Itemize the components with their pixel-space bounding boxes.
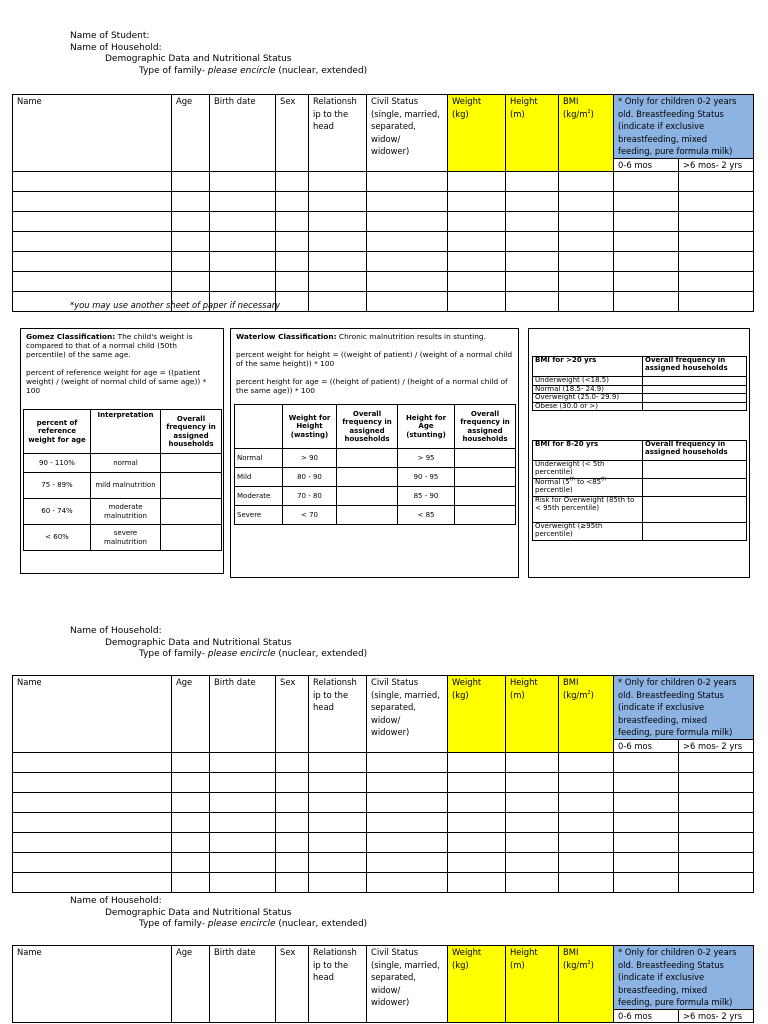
- gomez-row: < 60% severe malnutrition: [24, 525, 222, 551]
- waterlow-classification-box: [230, 328, 519, 578]
- bmi-child-row: Risk for Overweight (85th to < 95th percentile): [533, 497, 747, 523]
- bmi-child-table: [532, 440, 747, 541]
- col-name: Name: [13, 946, 172, 1023]
- col-0-6-mos: 0-6 mos: [614, 739, 679, 753]
- entry-row: [13, 753, 754, 773]
- entry-row: [13, 252, 754, 272]
- col-birth-date: Birth date: [210, 95, 276, 172]
- col-sex: Sex: [276, 676, 309, 753]
- waterlow-formula-1: percent weight for height = ((weight of patient) / (weight of a normal child of the same height)) * 100: [236, 350, 513, 368]
- family-type-label: Type of family- please encircle (nuclear, extended): [139, 65, 368, 76]
- col-birth-date: Birth date: [210, 946, 276, 1023]
- waterlow-table: [234, 404, 516, 525]
- bmi-child-header: BMI for 8-20 yrs: [533, 441, 643, 461]
- col-height: Height (m): [506, 946, 559, 1023]
- col-age: Age: [172, 946, 210, 1023]
- entry-row: [13, 853, 754, 873]
- waterlow-row: Normal > 90 > 95: [235, 449, 516, 468]
- waterlow-header-wfh: Weight for Height (wasting): [283, 405, 337, 449]
- entry-row: [13, 793, 754, 813]
- col-name: Name: [13, 676, 172, 753]
- waterlow-row: Moderate 70 - 80 85 - 90: [235, 487, 516, 506]
- gomez-row: 60 - 74% moderate malnutrition: [24, 499, 222, 525]
- waterlow-intro: Waterlow Classification: Chronic malnutrition results in stunting.: [236, 332, 486, 341]
- col-civil-status: Civil Status (single, married, separated, widow/ widower): [367, 95, 448, 172]
- household-name-label: Name of Household:: [70, 42, 162, 53]
- col-height: Height (m): [506, 676, 559, 753]
- col-6-mos-2-yrs: >6 mos- 2 yrs: [679, 739, 754, 753]
- bmi-adult-freq-header: Overall frequency in assigned households: [643, 357, 747, 377]
- gomez-classification-box: [20, 328, 224, 574]
- col-relationship: Relationsh ip to the head: [309, 676, 367, 753]
- bmi-adult-row: Overweight (25.0- 29.9): [533, 394, 747, 403]
- household-table-3: [12, 945, 754, 1023]
- col-weight: Weight (kg): [448, 946, 506, 1023]
- col-weight: Weight (kg): [448, 676, 506, 753]
- col-bmi: BMI $(kg/m^2)$: [559, 946, 614, 1023]
- bmi-adult-header: BMI for >20 yrs: [533, 357, 643, 377]
- bmi-adult-row: Normal (18.5- 24.9): [533, 385, 747, 394]
- entry-row: [13, 773, 754, 793]
- col-weight: Weight (kg): [448, 95, 506, 172]
- household-name-label: Name of Household:: [70, 896, 162, 906]
- col-name: Name: [13, 95, 172, 172]
- bmi-child-row: Overweight (≥95th percentile): [533, 523, 747, 541]
- waterlow-row: Severe < 70 < 85: [235, 506, 516, 525]
- col-sex: Sex: [276, 946, 309, 1023]
- col-bmi: BMI $(kg/m^2)$: [559, 676, 614, 753]
- gomez-header-frequency: Overall frequency in assigned households: [161, 410, 222, 454]
- col-6-mos-2-yrs: >6 mos- 2 yrs: [679, 158, 754, 172]
- bmi-child-row: Normal (5th to <85th percentile): [533, 479, 747, 497]
- col-civil-status: Civil Status (single, married, separated, widow/ widower): [367, 946, 448, 1023]
- family-type-label: Type of family- please encircle (nuclear, extended): [139, 919, 368, 929]
- entry-row: [13, 813, 754, 833]
- gomez-header-interpretation: Interpretation: [91, 410, 161, 454]
- entry-row: [13, 172, 754, 192]
- footnote: *you may use another sheet of paper if necessary: [70, 300, 281, 310]
- gomez-formula: percent of reference weight for age = ((patient weight) / (weight of normal child of same age)) * 100: [26, 368, 207, 395]
- entry-row: [13, 873, 754, 893]
- header-block-3: [70, 896, 367, 931]
- waterlow-header-hfa: Height for Age (stunting): [398, 405, 455, 449]
- header-row: [13, 676, 754, 740]
- col-relationship: Relationsh ip to the head: [309, 95, 367, 172]
- waterlow-header-freq-1: Overall frequency in assigned households: [337, 405, 398, 449]
- col-6-mos-2-yrs: >6 mos- 2 yrs: [679, 1009, 754, 1023]
- col-0-6-mos: 0-6 mos: [614, 1009, 679, 1023]
- header-block-1: [70, 31, 367, 77]
- demographic-label: Demographic Data and Nutritional Status: [105, 637, 292, 648]
- bmi-child-row: Underweight (< 5th percentile): [533, 461, 747, 479]
- col-0-6-mos: 0-6 mos: [614, 158, 679, 172]
- col-bmi: BMI $(kg/m^2)$: [559, 95, 614, 172]
- bmi-child-freq-header: Overall frequency in assigned households: [643, 441, 747, 461]
- entry-row: [13, 232, 754, 252]
- gomez-row: 75 - 89% mild malnutrition: [24, 473, 222, 499]
- header-block-2: [70, 626, 367, 661]
- bmi-adult-row: Underweight (<18.5): [533, 377, 747, 386]
- col-breastfeeding: * Only for children 0-2 years old. Breastfeeding Status (indicate if exclusive breastfeeding, mixed feeding, pure formula milk): [614, 946, 754, 1010]
- gomez-intro: Gomez Classification: The child's weight is compared to that of a normal child (50th percentile) of the same age.: [26, 332, 193, 359]
- col-birth-date: Birth date: [210, 676, 276, 753]
- waterlow-formula-2: percent height for age = ((height of patient) / (height of a normal child of the same age)) * 100: [236, 377, 508, 395]
- entry-row: [13, 192, 754, 212]
- col-sex: Sex: [276, 95, 309, 172]
- family-type-label: Type of family- please encircle (nuclear, extended): [139, 649, 368, 659]
- col-age: Age: [172, 676, 210, 753]
- household-table-1: [12, 94, 754, 312]
- bmi-adult-table: [532, 356, 747, 411]
- bmi-adult-row: Obese (30.0 or >): [533, 402, 747, 411]
- col-breastfeeding: * Only for children 0-2 years old. Breastfeeding Status (indicate if exclusive breastfeeding, mixed feeding, pure formula milk): [614, 95, 754, 159]
- header-row: [13, 95, 754, 159]
- col-civil-status: Civil Status (single, married, separated, widow/ widower): [367, 676, 448, 753]
- col-relationship: Relationsh ip to the head: [309, 946, 367, 1023]
- col-height: Height (m): [506, 95, 559, 172]
- gomez-header-percent: percent of reference weight for age: [24, 410, 91, 454]
- entry-row: [13, 833, 754, 853]
- bmi-classification-box: [528, 328, 750, 578]
- col-age: Age: [172, 95, 210, 172]
- entry-row: [13, 212, 754, 232]
- header-row: [13, 946, 754, 1010]
- household-name-label: Name of Household:: [70, 626, 162, 636]
- entry-row: [13, 272, 754, 292]
- household-table-2: [12, 675, 754, 893]
- waterlow-row: Mild 80 - 90 90 - 95: [235, 468, 516, 487]
- demographic-label: Demographic Data and Nutritional Status: [105, 54, 292, 64]
- demographic-label: Demographic Data and Nutritional Status: [105, 907, 292, 918]
- waterlow-header-freq-2: Overall frequency in assigned households: [455, 405, 516, 449]
- student-name-label: Name of Student:: [70, 31, 150, 41]
- gomez-row: 90 - 110% normal: [24, 454, 222, 473]
- col-breastfeeding: * Only for children 0-2 years old. Breastfeeding Status (indicate if exclusive breastfeeding, mixed feeding, pure formula milk): [614, 676, 754, 740]
- gomez-table: [23, 409, 222, 551]
